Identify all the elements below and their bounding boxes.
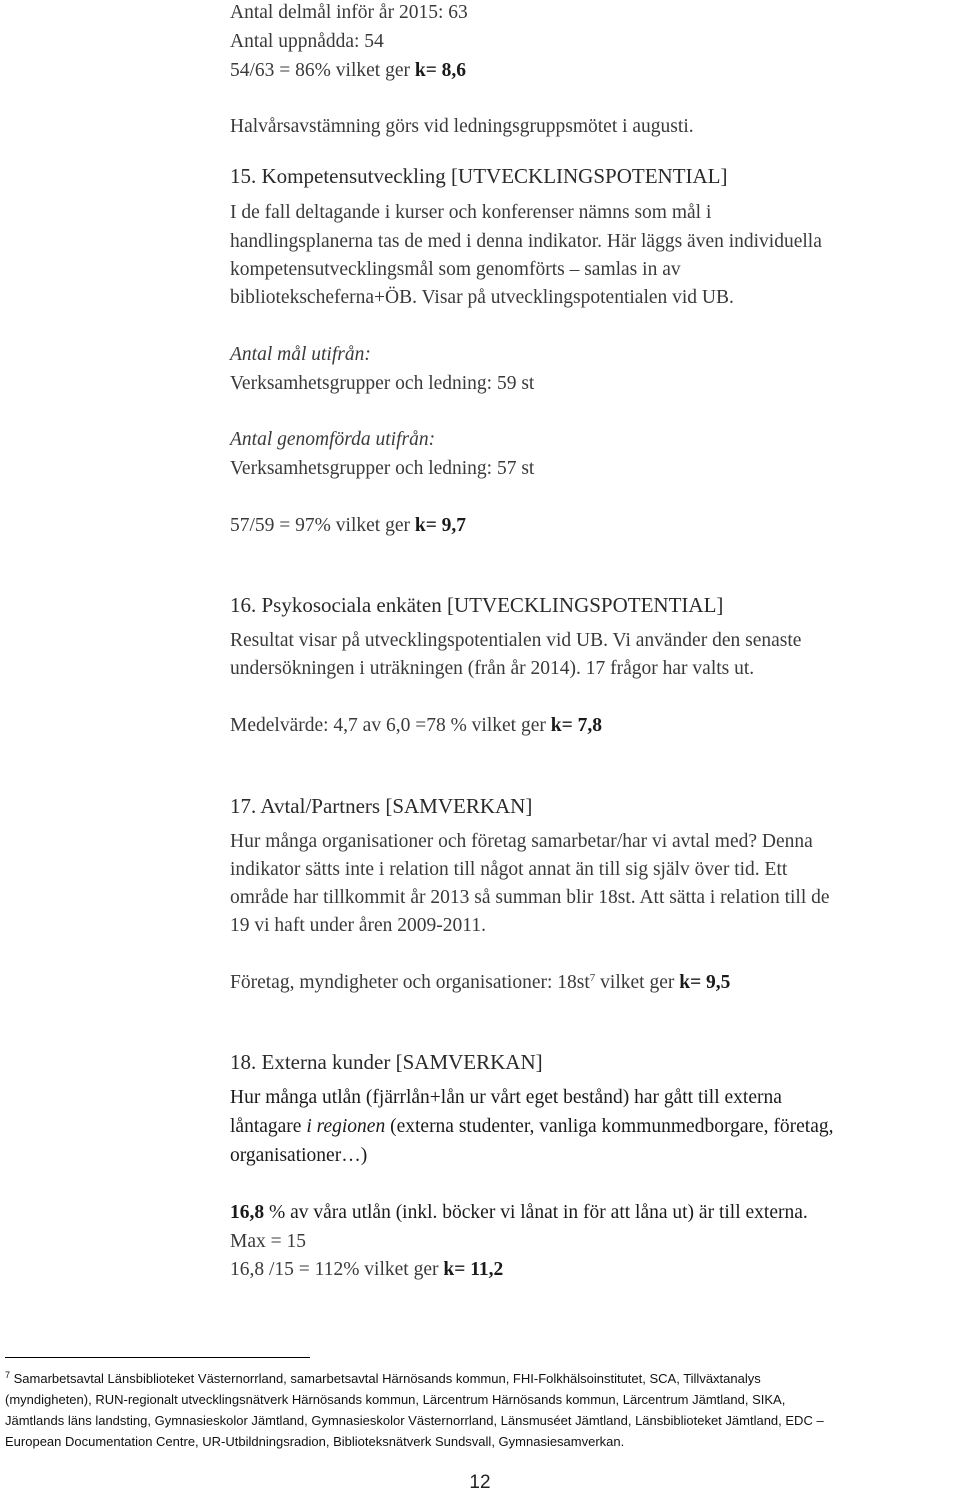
paragraph-line: handlingsplanerna tas de med i denna indikator. Här läggs även individuella [230, 231, 822, 252]
calc-line [230, 1258, 503, 1282]
calc-text: 57/59 = 97% vilket ger [230, 515, 415, 536]
footnote-line: Jämtlands läns landsting, Gymnasieskolor Jämtland, Gymnasieskolor Västernorrland, Länsmuséet Jämtland, Länsbiblioteket Jämtland, EDC – [5, 1413, 824, 1428]
calc-line [230, 971, 730, 995]
calc-line [230, 514, 466, 538]
footnote-line [5, 1371, 761, 1387]
section-heading: 15. Kompetensutveckling [UTVECKLINGSPOTENTIAL] [230, 164, 728, 188]
k-value: k= 9,5 [679, 972, 731, 993]
footnote-line: European Documentation Centre, UR-Utbildningsradion, Biblioteksnätverk Sundsvall, Gymnasiesamverkan. [5, 1434, 625, 1449]
paragraph-line [230, 1115, 834, 1139]
paragraph-line: område har tillkommit år 2013 så summan blir 18st. Att sätta i relation till de [230, 887, 830, 908]
text-line: Antal uppnådda: 54 [230, 31, 384, 52]
paragraph-text: låntagare [230, 1116, 307, 1137]
footnote-divider [5, 1357, 310, 1358]
max-line: Max = 15 [230, 1231, 306, 1252]
paragraph-line: kompetensutvecklingsmål som genomförts – samlas in av [230, 259, 681, 280]
bold-value: 16,8 [230, 1202, 265, 1223]
value-line: Verksamhetsgrupper och ledning: 59 st [230, 373, 535, 394]
paragraph-line: 19 vi haft under åren 2009-2011. [230, 915, 486, 936]
calc-line [230, 714, 602, 738]
footnote-number: 7 [5, 1370, 11, 1380]
text-line: Halvårsavstämning görs vid ledningsgruppsmötet i augusti. [230, 116, 694, 137]
paragraph-line: organisationer…) [230, 1145, 368, 1166]
text-line: Antal delmål inför år 2015: 63 [230, 2, 468, 23]
value-line: Verksamhetsgrupper och ledning: 57 st [230, 458, 535, 479]
footnote-ref[interactable]: 7 [589, 972, 596, 984]
paragraph-line: bibliotekscheferna+ÖB. Visar på utvecklingspotentialen vid UB. [230, 287, 734, 308]
section-heading: 16. Psykosociala enkäten [UTVECKLINGSPOTENTIAL] [230, 593, 724, 617]
italic-label: Antal mål utifrån: [230, 344, 371, 365]
footnote-line: (myndigheten), RUN-regionalt utvecklingsnätverk Härnösands kommun, Lärcentrum Härnösands kommun, Lärcentrum Jämtland, SIKA, [5, 1392, 786, 1407]
emphasis-text: i regionen [306, 1116, 386, 1137]
paragraph-line: Hur många organisationer och företag samarbetar/har vi avtal med? Denna [230, 831, 813, 852]
k-value: k= 11,2 [443, 1259, 504, 1280]
page-number: 12 [469, 1472, 491, 1493]
calc-text: vilket ger [595, 972, 680, 993]
calc-text: 16,8 /15 = 112% vilket ger [230, 1259, 444, 1280]
section-heading: 18. Externa kunder [SAMVERKAN] [230, 1050, 543, 1074]
paragraph-line: Resultat visar på utvecklingspotentialen vid UB. Vi använder den senaste [230, 630, 802, 651]
calc-line [230, 59, 466, 83]
k-value: k= 9,7 [414, 515, 467, 536]
calc-text: 54/63 = 86% vilket ger [230, 60, 415, 81]
section-heading: 17. Avtal/Partners [SAMVERKAN] [230, 794, 533, 818]
calc-text: Företag, myndigheter och organisationer: 18st [230, 972, 590, 993]
paragraph-line: undersökningen i uträkningen (från år 2014). 17 frågor har valts ut. [230, 658, 755, 679]
paragraph-line: I de fall deltagande i kurser och konferenser nämns som mål i [230, 202, 712, 223]
paragraph-line: indikator sätts inte i relation till något annat än till sig själv över tid. Ett [230, 859, 788, 880]
k-value: k= 8,6 [414, 60, 467, 81]
result-line [230, 1201, 808, 1225]
italic-label: Antal genomförda utifrån: [230, 429, 436, 450]
calc-text: Medelvärde: 4,7 av 6,0 =78 % vilket ger [230, 715, 551, 736]
footnote-text: Samarbetsavtal Länsbiblioteket Västernorrland, samarbetsavtal Härnösands kommun, FHI-Folkhälsoinstitutet, SCA, Tillväxtanalys [10, 1371, 761, 1386]
result-text: % av våra utlån (inkl. böcker vi lånat in för att låna ut) är till externa. [264, 1202, 808, 1223]
paragraph-line: Hur många utlån (fjärrlån+lån ur vårt eget bestånd) har gått till externa [230, 1087, 782, 1108]
paragraph-text: (externa studenter, vanliga kommunmedborgare, företag, [385, 1116, 834, 1137]
k-value: k= 7,8 [550, 715, 602, 736]
